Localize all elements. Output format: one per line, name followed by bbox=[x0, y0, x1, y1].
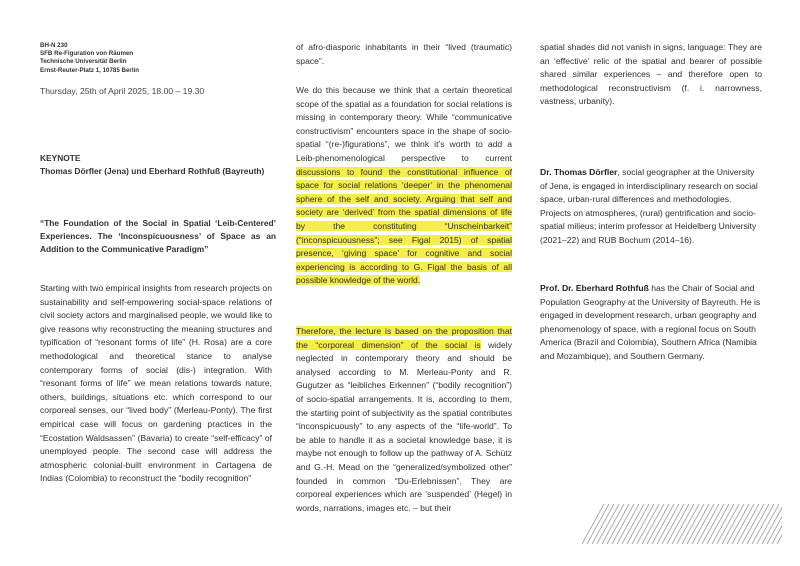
bio-doerfler-name: Dr. Thomas Dörfler bbox=[540, 167, 618, 177]
highlighted-passage-2: Therefore, the lecture is based on the proposition that the “corporeal dimension” of the social is bbox=[296, 326, 512, 350]
abstract-continuation: of afro-diasporic inhabitants in their “lived (traumatic) space”. bbox=[296, 42, 512, 66]
highlighted-passage-1: discussions to found the constitutional influence of space for social relations ‘deeper’ in the phenomenal sphere of the self and society. Arguing that self and society are ‘derived’ from the spatial dimensions of life by the constituting “Unscheinbarkeit” (“inconspicuousness”; see Figal 2015) of spatial presence, ‘giving space’ for cognitive and social experiencing is according to G. Figal the basis of all possible knowledge of the world. bbox=[296, 166, 512, 286]
paragraph-3-text: widely neglected in contemporary theory and should be analysed according to M. Merleau-Ponty and R. Gugutzer as “leibliches Erkennen” (“bodily recognition”) of socio-spatial arrangements. It is, according to them, the starting point of subjectivity as the spatial contributes “inconspicuously” to any aspects of the “life-world”. To be able to handle it as a societal knowledge base, it is maybe not enough to follow up the pathway of A. Schütz and G.-H. Mead on the “generalized/symbolized other” founded in common “Du-Erlebnissen”. They are corporeal experiences which are ‘suspended’ (Hegel) in words, narrations, images etc. – but their bbox=[296, 339, 512, 513]
bio-rothfuss bbox=[540, 282, 762, 364]
hatch-decoration bbox=[582, 504, 782, 544]
venue-address bbox=[40, 42, 139, 75]
paragraph-2-text: We do this because we think that a certain theoretical scope of the spatial as a foundation for social relations is missing in contemporary theory. While “communicative constructivism” encounters space in the shape of socio-spatial “(re-)figurations”, we think it’s worth to add a Leib-phenomenological perspective to current bbox=[296, 85, 512, 163]
bio-rothfuss-name: Prof. Dr. Eberhard Rothfuß bbox=[540, 283, 649, 293]
address-university: Technische Universität Berlin bbox=[40, 58, 127, 66]
hatch-line bbox=[767, 504, 782, 544]
address-street: Ernst-Reuter-Platz 1, 10785 Berlin bbox=[40, 66, 140, 74]
abstract-paragraph-1: Starting with two empirical insights from research projects on sustainability and self-empowering social-space relations of civil society actors and marginalised people, we would like to give reasons why reconstructing the meaning structures and typification of “resonant forms of life” (H. Rosa) are a core methodological and theoretical stance to analyse contemporary forms of social (dis-) integration. With “resonant forms of life” we mean relations towards nature, others, buildings, situations etc. which correspond to our corporeal senses, our “lived body” (Merleau-Ponty). The first empirical case will focus on gardening practices in the “Ecostation Waldsassen” (Bavaria) to create “self-efficacy” of unemployed people. The second case will address the atmospheric colonial-built environment in Cartagena de Indias (Colombia) to reconstruct the “bodily recognition” bbox=[40, 283, 272, 484]
bio-rothfuss-text: has the Chair of Social and Population Geography at the University of Bayreuth. He is engaged in development research, urban geography and phenomenology of space, with a regional focus on South America (Brazil and Colombia), Southern Africa (Namibia and Mozambique), and Southern Germany. bbox=[540, 283, 761, 361]
address-institution: SFB Re-Figuration von Räumen bbox=[40, 50, 134, 58]
speakers: Thomas Dörfler (Jena) und Eberhard Rothfuß (Bayreuth) bbox=[40, 166, 265, 176]
bio-doerfler-text: , social geographer at the University of Jena, is engaged in interdisciplinary research on social space, urban-rural differences and methodologies. Projects on atmospheres, (rural) gentrification and socio-spatial milieus; interim professor at Heidelberg University (2021–22) and RUB Bochum (2014–16). bbox=[540, 167, 758, 245]
hatch-line bbox=[762, 504, 782, 544]
address-room: BH-N 230 bbox=[40, 42, 68, 49]
abstract-paragraph-3 bbox=[296, 325, 512, 515]
keynote-label: KEYNOTE bbox=[40, 153, 81, 163]
abstract-conclusion: spatial shades did not vanish in signs, language: They are an ‘effective’ relic of the spatial and bearer of possible shared similar experiences – and therefore open to methodological reconstructivism (f. i. narrowness, vastness, urbanity). bbox=[540, 42, 762, 107]
bio-doerfler bbox=[540, 166, 762, 248]
talk-title: “The Foundation of the Social in Spatial ‘Leib-Centered’ Experiences. The ‘Inconspicuousness’ of Space as an Addition to the Communicative Paradigm” bbox=[40, 218, 276, 254]
abstract-paragraph-2 bbox=[296, 84, 512, 288]
keynote-block bbox=[40, 152, 272, 178]
event-date: Thursday, 25th of April 2025, 18.00 – 19.30 bbox=[40, 86, 205, 96]
